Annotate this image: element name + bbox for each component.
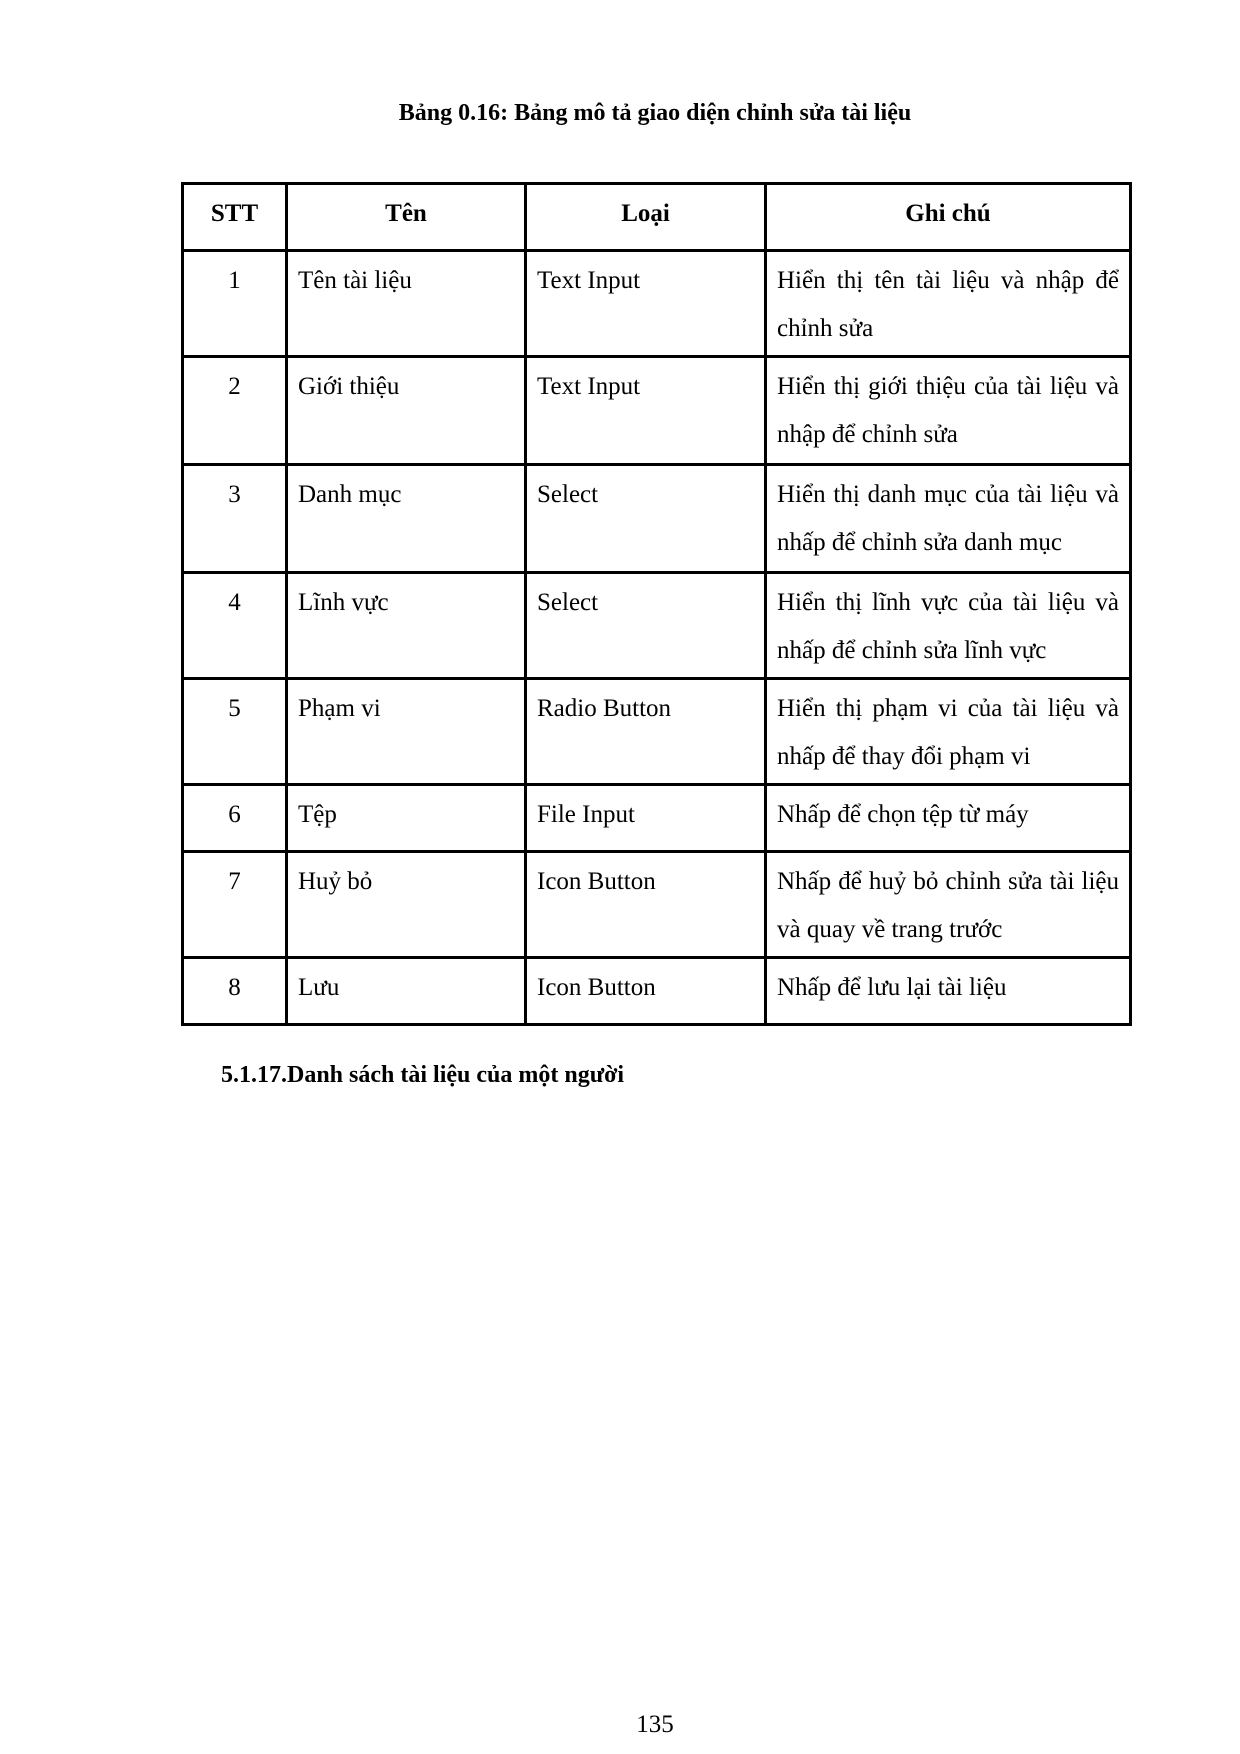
- cell-loai: Text Input: [526, 251, 766, 357]
- cell-ghichu: Hiển thị tên tài liệu và nhập để chỉnh sửa: [766, 251, 1131, 357]
- table-row: [183, 573, 1131, 679]
- cell-loai: Select: [526, 573, 766, 679]
- column-header-ghichu: Ghi chú: [766, 184, 1131, 251]
- cell-ghichu: Hiển thị giới thiệu của tài liệu và nhập để chỉnh sửa: [766, 357, 1131, 465]
- cell-stt: 6: [183, 785, 287, 852]
- cell-stt: 1: [183, 251, 287, 357]
- cell-ten: Phạm vi: [287, 679, 526, 785]
- cell-ten: Tệp: [287, 785, 526, 852]
- cell-ten: Lĩnh vực: [287, 573, 526, 679]
- table-row: [183, 852, 1131, 958]
- cell-ten: Lưu: [287, 958, 526, 1025]
- section-heading: 5.1.17.Danh sách tài liệu của một người: [221, 1062, 625, 1088]
- table-row: [183, 251, 1131, 357]
- cell-ten: Giới thiệu: [287, 357, 526, 465]
- cell-stt: 3: [183, 465, 287, 573]
- cell-loai: Text Input: [526, 357, 766, 465]
- cell-ghichu: Hiển thị phạm vi của tài liệu và nhấp để thay đổi phạm vi: [766, 679, 1131, 785]
- cell-ghichu: Hiển thị danh mục của tài liệu và nhấp để chỉnh sửa danh mục: [766, 465, 1131, 573]
- cell-ghichu: Hiển thị lĩnh vực của tài liệu và nhấp để chỉnh sửa lĩnh vực: [766, 573, 1131, 679]
- column-header-loai: Loại: [526, 184, 766, 251]
- cell-loai: Select: [526, 465, 766, 573]
- column-header-stt: STT: [183, 184, 287, 251]
- cell-loai: Icon Button: [526, 958, 766, 1025]
- table-header-row: [183, 184, 1131, 251]
- table-row: [183, 785, 1131, 852]
- table-row: [183, 357, 1131, 465]
- cell-ten: Huỷ bỏ: [287, 852, 526, 958]
- description-table: [181, 182, 1132, 1026]
- cell-stt: 4: [183, 573, 287, 679]
- cell-loai: Icon Button: [526, 852, 766, 958]
- table-row: [183, 679, 1131, 785]
- cell-loai: Radio Button: [526, 679, 766, 785]
- cell-ghichu: Nhấp để lưu lại tài liệu: [766, 958, 1131, 1025]
- table-row: [183, 465, 1131, 573]
- cell-stt: 8: [183, 958, 287, 1025]
- cell-stt: 5: [183, 679, 287, 785]
- document-page: [181, 99, 1129, 1090]
- cell-ten: Tên tài liệu: [287, 251, 526, 357]
- cell-ghichu: Nhấp để chọn tệp từ máy: [766, 785, 1131, 852]
- column-header-ten: Tên: [287, 184, 526, 251]
- table-row: [183, 958, 1131, 1025]
- cell-loai: File Input: [526, 785, 766, 852]
- cell-stt: 2: [183, 357, 287, 465]
- table-caption: Bảng 0.16: Bảng mô tả giao diện chỉnh sửa tài liệu: [398, 100, 912, 126]
- cell-ghichu: Nhấp để huỷ bỏ chỉnh sửa tài liệu và quay về trang trước: [766, 852, 1131, 958]
- cell-ten: Danh mục: [287, 465, 526, 573]
- page-number: 135: [636, 1711, 674, 1738]
- cell-stt: 7: [183, 852, 287, 958]
